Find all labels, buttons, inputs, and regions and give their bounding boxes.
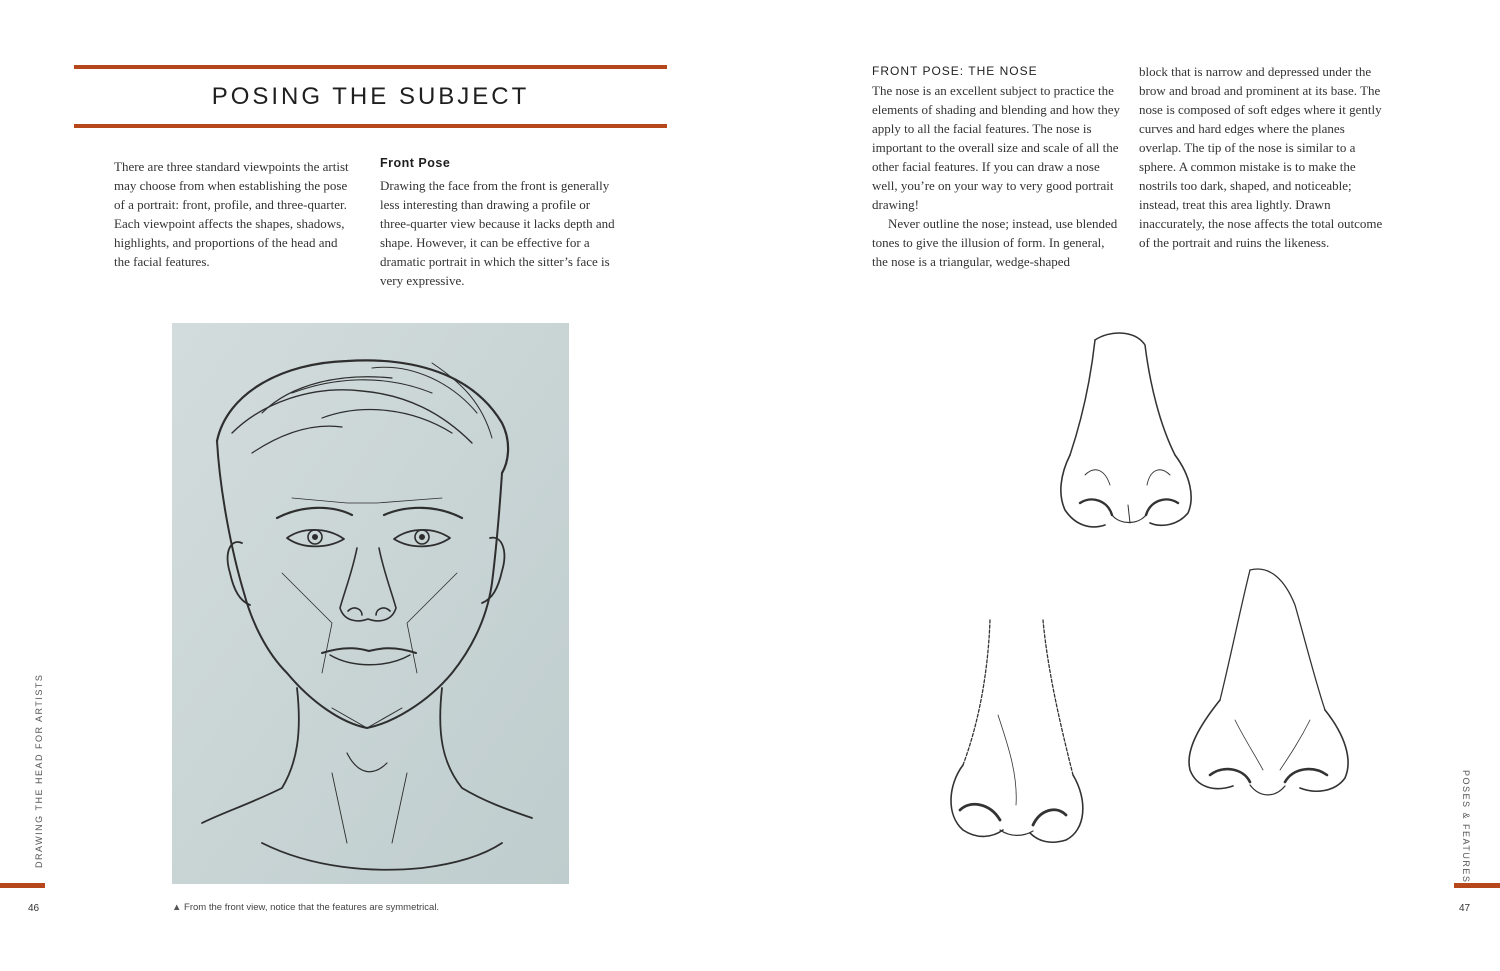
running-head-left: DRAWING THE HEAD FOR ARTISTS [34,673,44,868]
nose-section-heading: FRONT POSE: THE NOSE [872,64,1038,78]
nose-sketch-three-quarter-right [1175,560,1365,840]
caption-text: From the front view, notice that the features are symmetrical. [184,902,440,913]
front-pose-heading: Front Pose [380,156,451,170]
nose-three-quarter-right-drawing [1175,560,1365,840]
right-page-tab [1454,883,1500,888]
caption-triangle-icon: ▲ [172,902,182,913]
nose-paragraph-1: The nose is an excellent subject to practice the elements of shading and blending and how they apply to all the facial features. The nose is important to the overall size and scale of all the other facial features. If you can draw a nose well, you’re on your way to very good portrait drawing! [872,83,1121,212]
nose-paragraph-2: Never outline the nose; instead, use blended tones to give the illusion of form. In general, the nose is a triangular, wedge-shaped [872,216,1118,269]
front-face-drawing [172,323,569,884]
left-page-tab [0,883,45,888]
page-number-left: 46 [28,903,40,914]
title-rule-bottom [74,124,667,128]
title-rule-top [74,65,667,69]
page-title: POSING THE SUBJECT [211,83,530,110]
nose-text-col2 [1139,62,1384,252]
nose-paragraph-2-continued: block that is narrow and depressed under the brow and broad and prominent at its base. The nose is composed of soft edges where it gently curves and hard edges where the planes overlap. The tip of the nose is similar to a sphere. A common mistake is to make the nostrils too dark, shaped, and noticeable; instead, treat this area lightly. Drawn inaccurately, the nose affects the total outcome of the portrait and ruins the likeness. [1139,64,1383,250]
nose-sketch-three-quarter-left [938,605,1098,855]
nose-sketch-front [1050,325,1220,545]
intro-paragraph: There are three standard viewpoints the artist may choose from when establishing the pose of a portrait: front, profile, and three-quarter. Each viewpoint affects the shapes, shadows, highlights, and proportions of the head and the facial features. [114,159,349,269]
nose-text-col1 [872,62,1122,271]
running-head-right: POSES & FEATURES [1461,770,1471,884]
nose-three-quarter-left-drawing [938,605,1098,855]
nose-front-drawing [1050,325,1220,545]
front-face-sketch [172,323,569,884]
front-pose-text: Drawing the face from the front is generally less interesting than drawing a profile or three-quarter view because it lacks depth and shape. However, it can be effective for a dramatic portrait in which the sitter’s face is very expressive. [380,178,615,288]
page-number-right: 47 [1459,903,1471,914]
front-pose-section [380,154,622,290]
figure-caption [172,902,439,913]
